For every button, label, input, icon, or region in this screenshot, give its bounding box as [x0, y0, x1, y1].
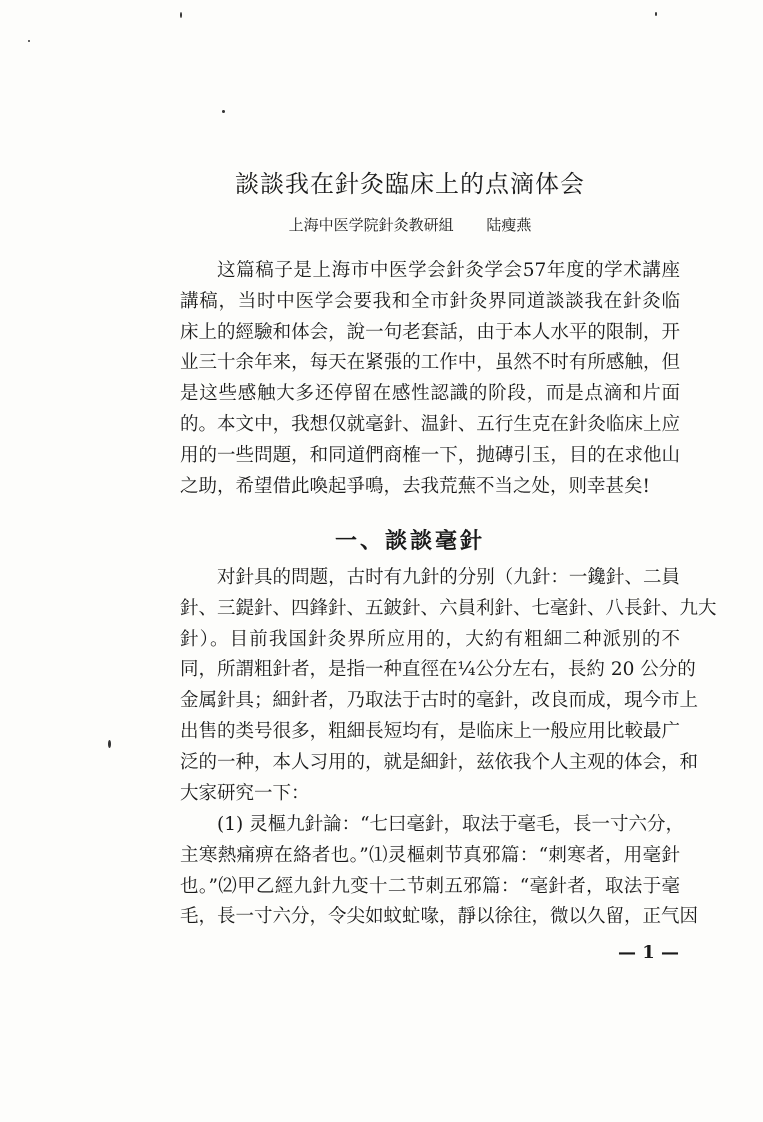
- text-line: 这篇稿子是上海市中医学会針灸学会57年度的学术講座: [217, 260, 680, 281]
- text-line: 針）。目前我国針灸界所应用的，大約有粗細二种派别的不: [180, 628, 680, 650]
- text-line: 大家研究一下：: [180, 782, 310, 804]
- text-line: 金属針具；細針者，乃取法于古时的毫針，改良而成，現今市上: [180, 690, 699, 712]
- article-title: 談談我在針灸臨床上的点滴体会: [235, 170, 585, 198]
- text-line: 毛，長一寸六分，令尖如蚊虻喙，靜以徐往，微以久留，正气因: [180, 906, 699, 928]
- text-line: (1) 灵樞九針論：“七曰毫針，取法于毫毛，長一寸六分，: [217, 814, 685, 835]
- intro-paragraph: [180, 256, 680, 502]
- text-line: 泛的一种，本人习用的，就是細針，兹依我个人主观的体会，和: [180, 751, 699, 773]
- text-line: 主寒熱痛痹在絡者也。”⑴灵樞刺节真邪篇：“刺寒者，用毫針: [180, 844, 680, 866]
- text-line: 业三十余年来，每天在紧張的工作中，虽然不时有所感触，但: [180, 352, 680, 374]
- section-heading: 一、談談毫針: [334, 528, 485, 554]
- text-line: 床上的經驗和体会，說一句老套話，由于本人水平的限制，开: [180, 321, 680, 343]
- text-line: 之助，希望借此喚起爭鳴，去我荒蕪不当之处，则幸甚矣!: [180, 475, 650, 497]
- scan-speck: [655, 12, 657, 16]
- text-line: 同，所謂粗針者，是指一种直徑在¼公分左右，長約 20 公分的: [180, 659, 696, 681]
- text-line: 針、三鍉針、四鋒針、五鈹針、六員利針、七毫針、八長針、九大: [180, 597, 717, 619]
- text-line: 也。”⑵甲乙經九針九变十二节刺五邪篇：“毫針者，取法于毫: [180, 875, 680, 897]
- byline: [0, 214, 763, 235]
- author-affiliation: 上海中医学院針灸教研組: [288, 216, 454, 234]
- text-line: 的。本文中，我想仅就毫針、温針、五行生克在針灸临床上应: [180, 413, 680, 435]
- scan-speck: [108, 740, 111, 748]
- text-line: 对針具的問题，古时有九針的分别（九針：一鑱針、二員: [217, 567, 680, 588]
- section-paragraph: [180, 563, 717, 809]
- scan-speck: [28, 40, 30, 42]
- page-number: — 1 —: [618, 942, 680, 963]
- text-line: 講稿，当时中医学会要我和全市針灸界同道談談我在針灸临: [180, 290, 680, 312]
- text-line: 用的一些問題，和同道們商榷一下，抛磚引玉，目的在求他山: [180, 444, 680, 466]
- scan-speck: [180, 12, 182, 18]
- text-line: 是这些感触大多还停留在感性認識的阶段，而是点滴和片面: [180, 383, 680, 405]
- text-line: 出售的类号很多，粗細長短均有，是临床上一般应用比較最广: [180, 720, 680, 742]
- scan-speck: [222, 110, 225, 113]
- quote-paragraph: [180, 810, 699, 933]
- author-name: 陆瘦燕: [486, 216, 532, 234]
